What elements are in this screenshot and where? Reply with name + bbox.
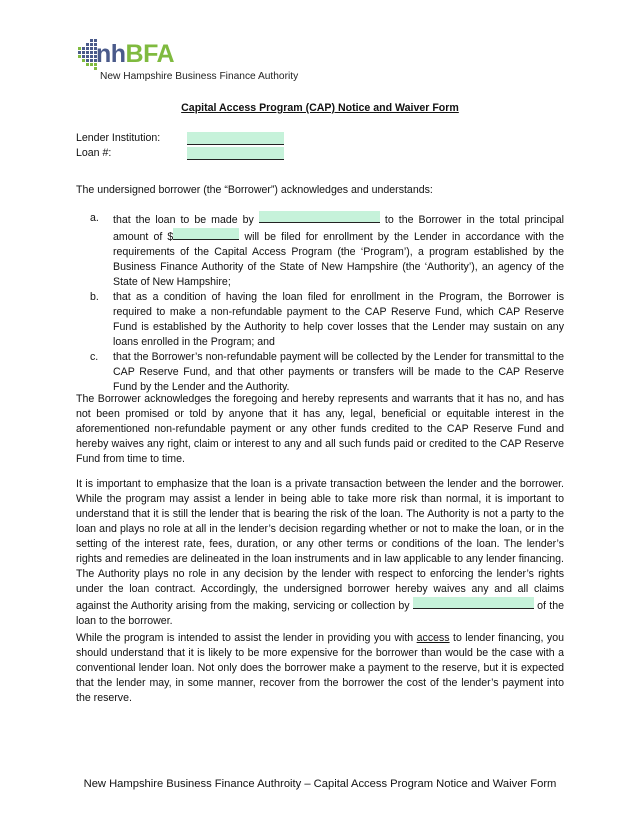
list-item (90, 350, 564, 395)
program-after: to lender financing, you should understand that it is likely to be more expensive for the borrower than would be the case with a conventional lender loan. Not only does the borrower make a payment to the reserve, but it is expected that the lender may, in some manner, recover from the borrower the cost of the lender’s payment into the reserve. (76, 632, 564, 704)
emphasis-paragraph (76, 477, 564, 629)
logo-nh: nh (96, 40, 126, 68)
loan-number-row (76, 146, 284, 161)
list-marker: b. (90, 291, 99, 303)
item-a-middle: to the Borrower in the total principal amount of $ (113, 214, 564, 243)
logo-wordmark (96, 41, 174, 67)
lender-name-field[interactable] (259, 211, 380, 223)
logo-subtitle: New Hampshire Business Finance Authority (100, 71, 299, 82)
list-item-text (113, 211, 564, 290)
program-paragraph (76, 631, 564, 706)
nhbfa-logo (76, 38, 336, 86)
document-title: Capital Access Program (CAP) Notice and Waiver Form (181, 102, 459, 114)
access-link: access (416, 632, 450, 644)
lender-institution-label: Lender Institution: (76, 132, 161, 144)
emphasis-before: It is important to emphasize that the loan is a private transaction between the lender and the borrower. While the program may assist a lender in being able to take more risk than normal, it is important to understand that it is still the lender that is bearing the risk of the loan. The Authority is not a party to the loan and plays no role at all in the lender’s decision regarding whether or not to make the loan, or in the setting of the interest rate, fees, duration, or any other terms or conditions of the loan. The lender’s rights and remedies are delineated in the loan instruments and in law applicable to any lender financing. The Authority plays no role in any decision by the lender with respect to enforcing the lender’s rights under the loan contract. Accordingly, the undersigned borrower hereby waives any and all claims against the Authority arising from the making, servicing or collection by (76, 478, 564, 612)
program-before: While the program is intended to assist the lender in providing you with (76, 632, 414, 644)
loan-number-field[interactable] (187, 147, 284, 160)
intro-text: The undersigned borrower (the “Borrower”) acknowledges and understands: (76, 184, 433, 196)
page-footer: New Hampshire Business Finance Authroity – Capital Access Program Notice and Waiver Form (83, 778, 557, 790)
loan-number-label: Loan #: (76, 147, 112, 159)
logo-bfa: BFA (125, 40, 175, 68)
list-item (90, 211, 564, 290)
acknowledgement-list (90, 211, 564, 395)
acknowledgement-paragraph: The Borrower acknowledges the foregoing and hereby represents and warrants that it has no, and has not been promised or told by anyone that it has any, legal, beneficial or equitable interest in the aforementioned non-refundable payment or any other funds credited to the CAP Reserve Fund and hereby waives any right, claim or interest to any and all such funds paid or credited to the CAP Reserve Fund from time to time. (76, 393, 564, 465)
lender-institution-field[interactable] (187, 132, 284, 145)
item-a-after: will be filed for enrollment by the Lender in accordance with the requirements of the Capital Access Program (the ‘Program’), a program established by the Business Finance Authority of the State of New Hampshire (the ‘Authority’), an agency of the State of New Hampshire; (113, 231, 564, 288)
list-item-text: that as a condition of having the loan filed for enrollment in the Program, the Borrower is required to make a non-refundable payment to the CAP Reserve Fund, which CAP Reserve Fund is established by the Authority to help cover losses that the Lender may sustain on any loans enrolled in the Program; and (113, 291, 564, 348)
principal-amount-field[interactable] (173, 228, 239, 240)
list-marker: a. (90, 212, 99, 224)
collection-lender-field[interactable] (413, 597, 534, 609)
item-a-before: that the loan to be made by (113, 214, 254, 226)
list-item (90, 290, 564, 350)
list-marker: c. (90, 351, 99, 363)
lender-institution-row (76, 131, 284, 146)
emphasis-after: of the loan to the borrower. (76, 600, 564, 627)
list-item-text: that the Borrower’s non-refundable payment will be collected by the Lender for transmittal to the CAP Reserve Fund, and that other payments or transfers will be made to the CAP Reserve Fund by the Lender and the Authority. (113, 351, 564, 393)
